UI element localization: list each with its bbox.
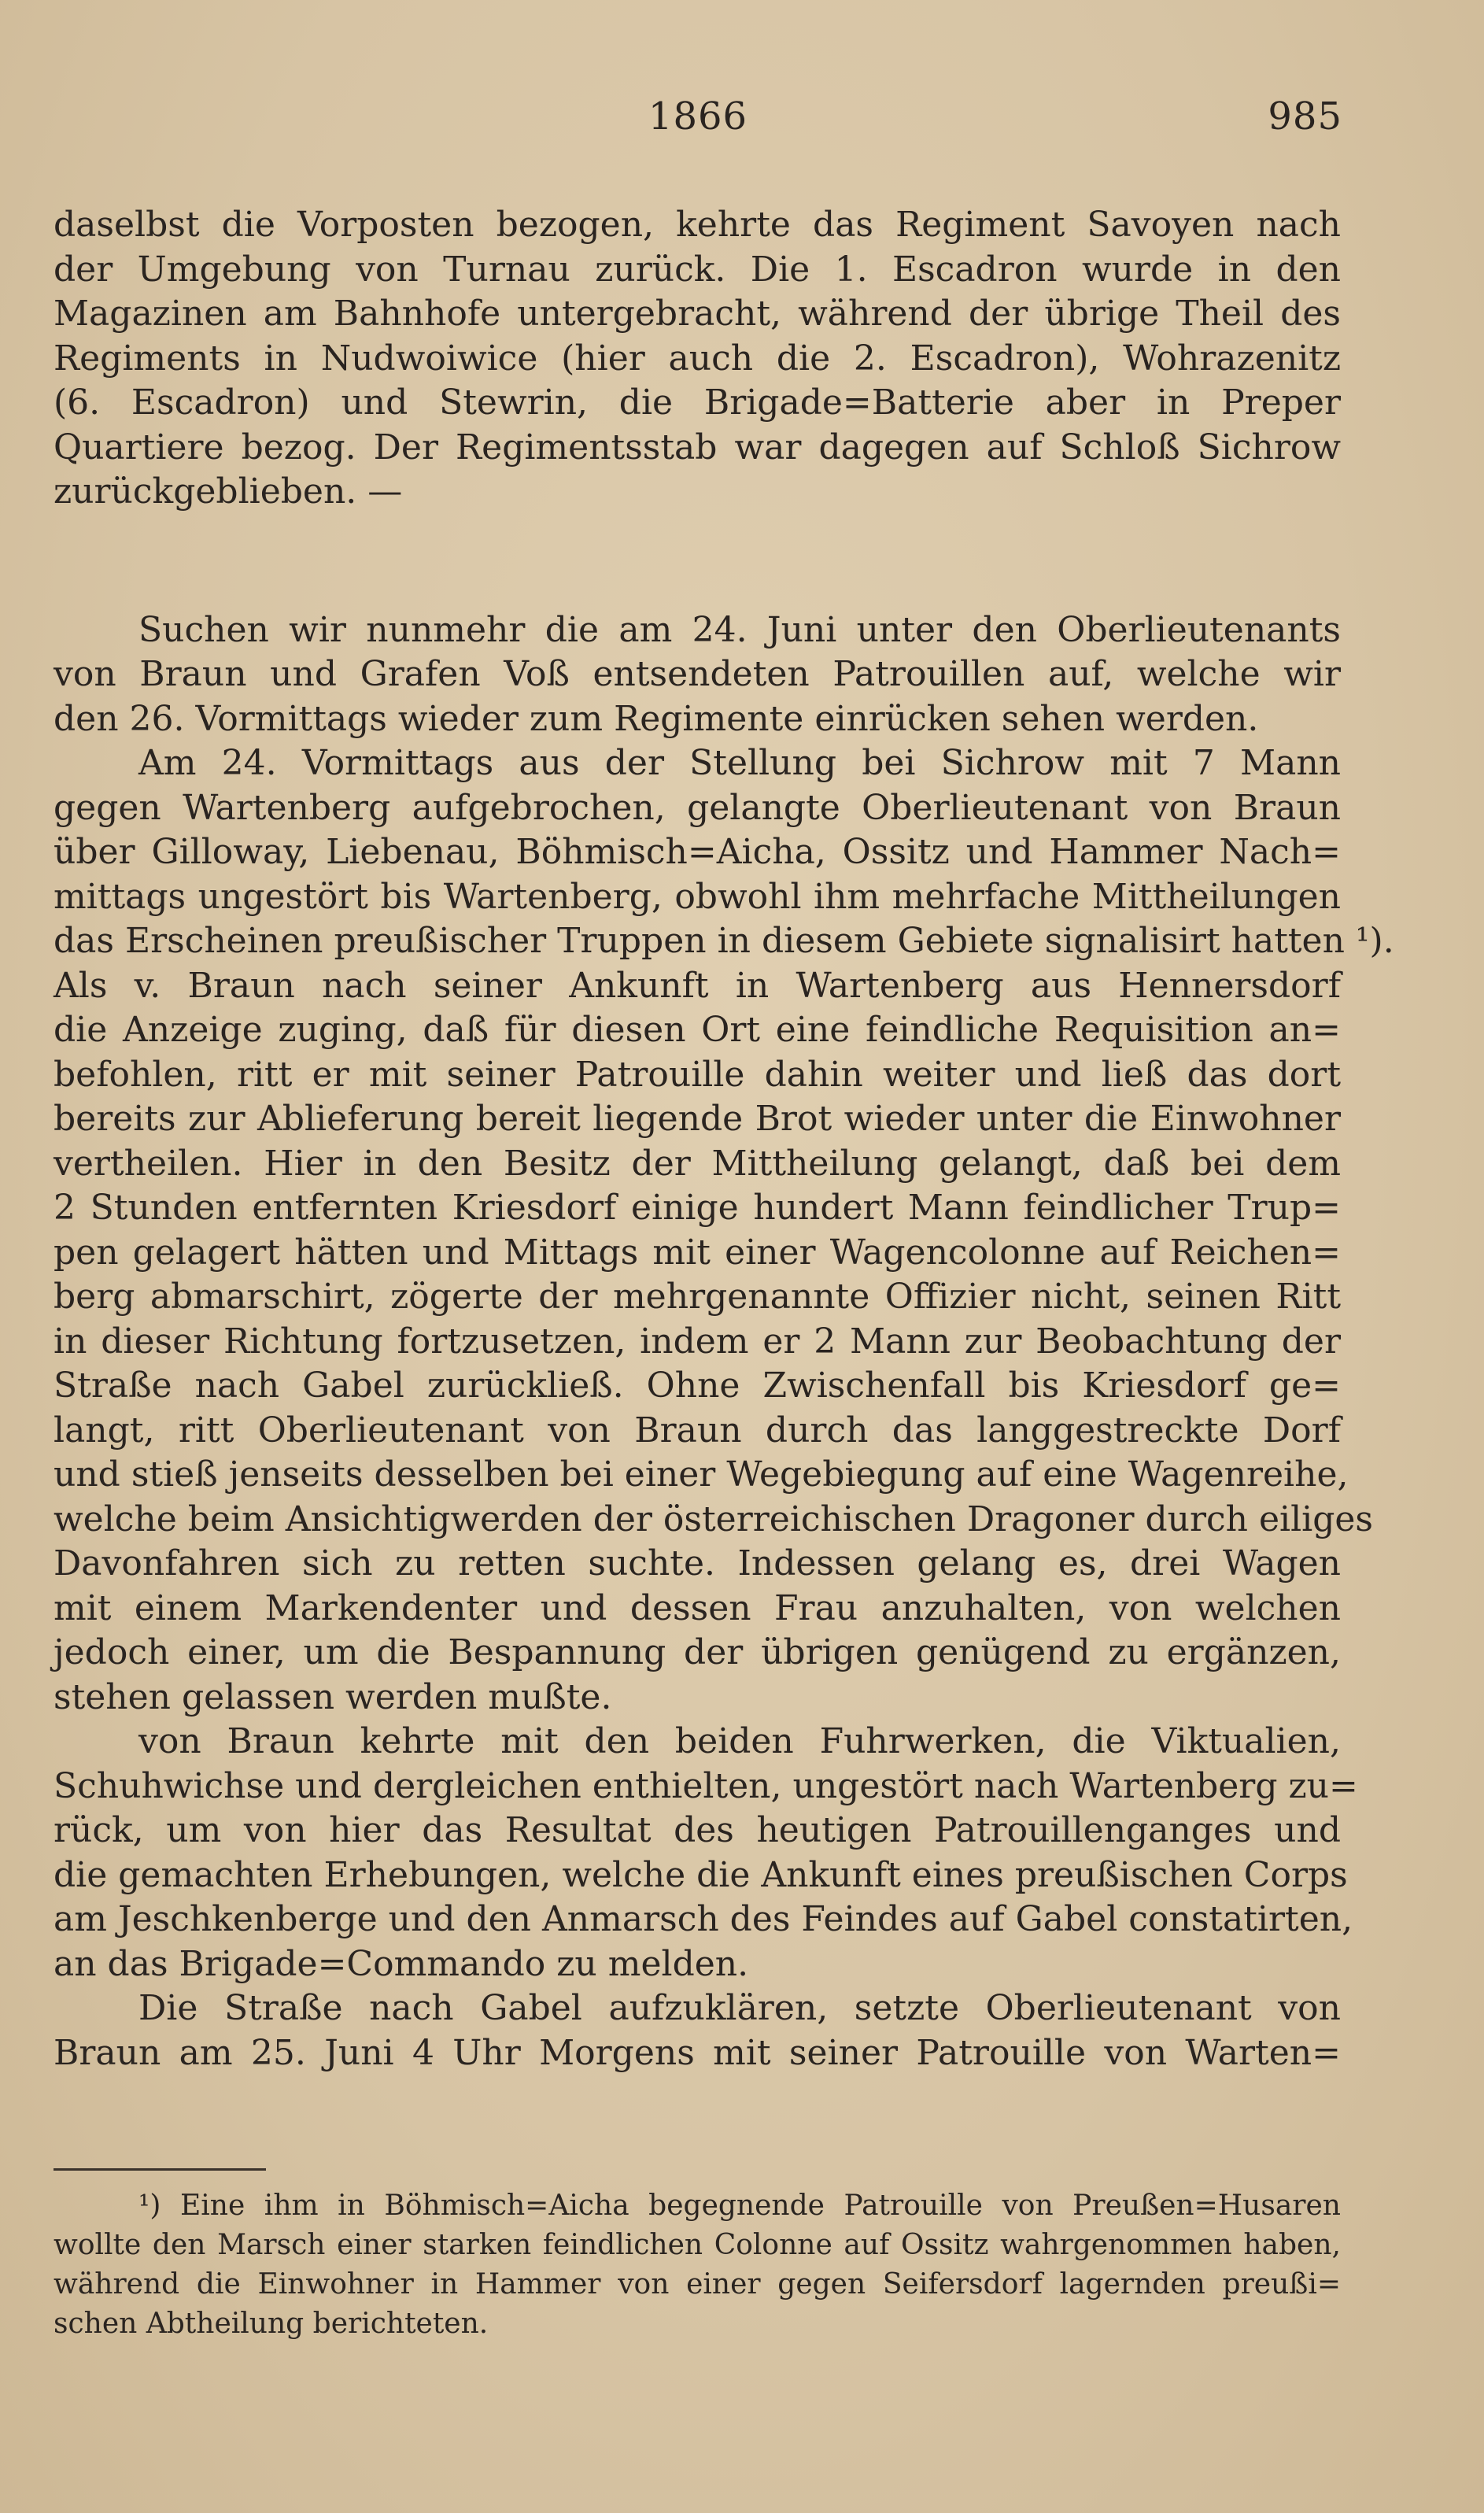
text-line: 2 Stunden entfernten Kriesdorf einige hundert Mann feindlicher Trup= bbox=[54, 1188, 1341, 1228]
text-line: rück, um von hier das Resultat des heutigen Patrouillenganges und bbox=[54, 1810, 1341, 1850]
text-line: jedoch einer, um die Bespannung der übrigen genügend zu ergänzen, bbox=[54, 1632, 1341, 1672]
text-line: befohlen, ritt er mit seiner Patrouille dahin weiter und ließ das dort bbox=[54, 1054, 1341, 1095]
text-line: mit einem Markendenter und dessen Frau anzuhalten, von welchen bbox=[54, 1587, 1341, 1628]
text-line: berg abmarschirt, zögerte der mehrgenannte Offizier nicht, seinen Ritt bbox=[54, 1277, 1341, 1317]
footnote-rule bbox=[54, 2168, 266, 2171]
text-line: mittags ungestört bis Wartenberg, obwohl ihm mehrfache Mittheilungen bbox=[54, 876, 1341, 917]
running-head-year: 1866 bbox=[648, 94, 748, 139]
text-line: Am 24. Vormittags aus der Stellung bei Sichrow mit 7 Mann bbox=[138, 743, 1341, 783]
text-line: Regiments in Nudwoiwice (hier auch die 2. Escadron), Wohrazenitz bbox=[54, 338, 1341, 379]
text-line: Straße nach Gabel zurückließ. Ohne Zwischenfall bis Kriesdorf ge= bbox=[54, 1366, 1341, 1406]
text-line: stehen gelassen werden mußte. bbox=[54, 1676, 612, 1717]
body-text bbox=[54, 203, 1394, 2075]
text-line: bereits zur Ablieferung bereit liegende Brot wieder unter die Einwohner bbox=[54, 1099, 1341, 1139]
text-line: gegen Wartenberg aufgebrochen, gelangte Oberlieutenant von Braun bbox=[54, 787, 1341, 828]
text-line: Davonfahren sich zu retten suchte. Indessen gelang es, drei Wagen bbox=[54, 1543, 1341, 1584]
page-header bbox=[54, 94, 1342, 157]
text-line: (6. Escadron) und Stewrin, die Brigade=Batterie aber in Preper bbox=[54, 382, 1341, 423]
section-break bbox=[54, 515, 1341, 608]
text-line: zurückgeblieben. — bbox=[54, 471, 403, 512]
footnote-line: wollte den Marsch einer starken feindlichen Colonne auf Ossitz wahrgenommen haben, bbox=[54, 2229, 1341, 2261]
footnote-line: während die Einwohner in Hammer von einer gegen Seifersdorf lagernden preußi= bbox=[54, 2268, 1341, 2301]
text-line: Magazinen am Bahnhofe untergebracht, während der übrige Theil des bbox=[54, 294, 1341, 334]
page-number: 985 bbox=[1268, 94, 1342, 139]
text-line: von Braun kehrte mit den beiden Fuhrwerken, die Viktualien, bbox=[138, 1721, 1341, 1761]
text-line: den 26. Vormittags wieder zum Regimente einrücken sehen werden. bbox=[54, 698, 1259, 739]
text-line: Braun am 25. Juni 4 Uhr Morgens mit seiner Patrouille von Warten= bbox=[54, 2032, 1341, 2073]
text-line: das Erscheinen preußischer Truppen in diesem Gebiete signalisirt hatten ¹). bbox=[54, 921, 1394, 961]
text-line: langt, ritt Oberlieutenant von Braun durch das langgestreckte Dorf bbox=[54, 1410, 1341, 1451]
text-line: über Gilloway, Liebenau, Böhmisch=Aicha, Ossitz und Hammer Nach= bbox=[54, 832, 1341, 872]
text-line: in dieser Richtung fortzusetzen, indem er 2 Mann zur Beobachtung der bbox=[54, 1321, 1341, 1362]
text-line: Als v. Braun nach seiner Ankunft in Wartenberg aus Hennersdorf bbox=[54, 965, 1341, 1006]
text-line: an das Brigade=Commando zu melden. bbox=[54, 1943, 749, 1984]
text-line: Schuhwichse und dergleichen enthielten, ungestört nach Wartenberg zu= bbox=[54, 1765, 1358, 1806]
text-line: welche beim Ansichtigwerden der österreichischen Dragoner durch eiliges bbox=[54, 1499, 1374, 1539]
footnotes bbox=[54, 2186, 1341, 2344]
footnote-line: ¹) Eine ihm in Böhmisch=Aicha begegnende Patrouille von Preußen=Husaren bbox=[138, 2190, 1341, 2222]
text-line: Suchen wir nunmehr die am 24. Juni unter den Oberlieutenants bbox=[138, 609, 1341, 650]
text-line: die gemachten Erhebungen, welche die Ankunft eines preußischen Corps bbox=[54, 1854, 1348, 1895]
footnote-line: schen Abtheilung berichteten. bbox=[54, 2308, 489, 2340]
text-line: vertheilen. Hier in den Besitz der Mittheilung gelangt, daß bei dem bbox=[54, 1143, 1341, 1184]
text-line: Quartiere bezog. Der Regimentsstab war dagegen auf Schloß Sichrow bbox=[54, 427, 1341, 467]
text-line: pen gelagert hätten und Mittags mit einer Wagencolonne auf Reichen= bbox=[54, 1232, 1341, 1273]
text-line: und stieß jenseits desselben bei einer Wegebiegung auf eine Wagenreihe, bbox=[54, 1454, 1349, 1495]
text-line: die Anzeige zuging, daß für diesen Ort eine feindliche Requisition an= bbox=[54, 1010, 1341, 1050]
text-line: Die Straße nach Gabel aufzuklären, setzte Oberlieutenant von bbox=[138, 1988, 1341, 2028]
text-line: von Braun und Grafen Voß entsendeten Patrouillen auf, welche wir bbox=[54, 654, 1341, 694]
text-line: der Umgebung von Turnau zurück. Die 1. Escadron wurde in den bbox=[54, 249, 1341, 290]
text-line: daselbst die Vorposten bezogen, kehrte das Regiment Savoyen nach bbox=[54, 205, 1341, 245]
text-line: am Jeschkenberge und den Anmarsch des Feindes auf Gabel constatirten, bbox=[54, 1899, 1353, 1939]
